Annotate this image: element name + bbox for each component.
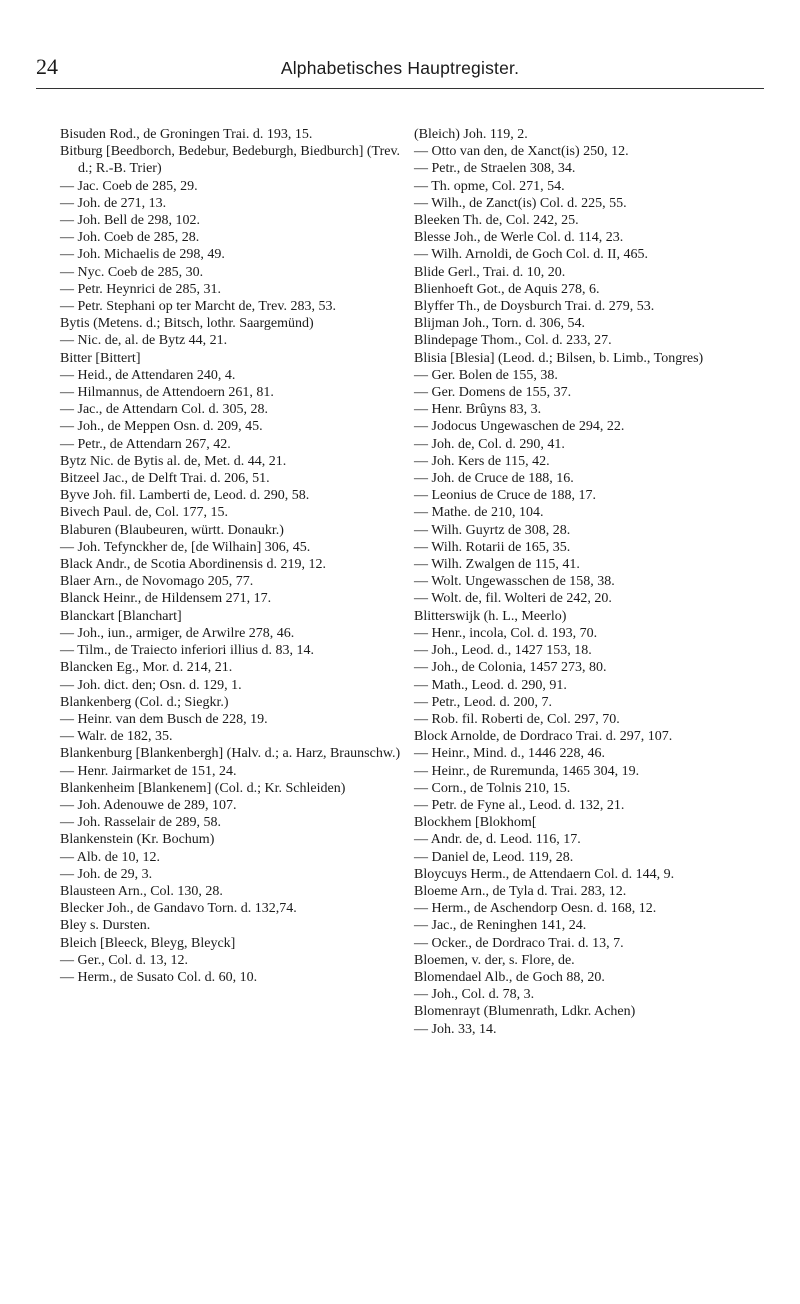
- index-entry: Blomenrayt (Blumenrath, Ldkr. Achen): [414, 1004, 636, 1020]
- index-entry: — Ger., Col. d. 13, 12.: [60, 952, 188, 968]
- index-entry: Blomendael Alb., de Goch 88, 20.: [414, 969, 605, 985]
- index-entry: Bloeme Arn., de Tyla d. Trai. 283, 12.: [414, 883, 627, 899]
- index-entry: Blitterswijk (h. L., Meerlo): [414, 608, 567, 624]
- index-entry: — Nic. de, al. de Bytz 44, 21.: [60, 333, 228, 349]
- index-entry: — Henr., incola, Col. d. 193, 70.: [414, 625, 598, 641]
- index-entry: — Nyc. Coeb de 285, 30.: [60, 264, 204, 280]
- index-entry: Bitzeel Jac., de Delft Trai. d. 206, 51.: [60, 471, 270, 487]
- index-entry: — Heid., de Attendaren 240, 4.: [60, 367, 236, 383]
- index-entry: — Jac., de Reninghen 141, 24.: [414, 918, 587, 934]
- index-entry: Bleeken Th. de, Col. 242, 25.: [414, 213, 579, 229]
- index-entry: — Joh. de, Col. d. 290, 41.: [414, 436, 565, 452]
- index-entry: — Heinr., Mind. d., 1446 228, 46.: [414, 746, 605, 762]
- index-entry: — Th. opme, Col. 271, 54.: [414, 178, 565, 194]
- index-entry: Blankenberg (Col. d.; Siegkr.): [60, 694, 229, 710]
- index-entry: — Leonius de Cruce de 188, 17.: [414, 488, 596, 504]
- index-entry: — Petr., Leod. d. 200, 7.: [414, 694, 553, 710]
- index-entry: Byve Joh. fil. Lamberti de, Leod. d. 290, 58.: [60, 488, 310, 504]
- index-entry: Blisia [Blesia] (Leod. d.; Bilsen, b. Limb., Tongres): [414, 350, 704, 366]
- index-entry: Blockhem [Blokhom[: [414, 815, 537, 831]
- index-entry: Bloycuys Herm., de Attendaern Col. d. 144, 9.: [414, 866, 675, 882]
- index-entry: — Petr., de Attendarn 267, 42.: [60, 436, 231, 452]
- index-entry: — Joh., Col. d. 78, 3.: [414, 987, 535, 1003]
- index-entry: Bivech Paul. de, Col. 177, 15.: [60, 505, 228, 521]
- index-entry: Bitter [Bittert]: [60, 350, 141, 366]
- index-entry: — Ger. Bolen de 155, 38.: [414, 367, 558, 383]
- index-entry: — Heinr. van dem Busch de 228, 19.: [60, 711, 268, 727]
- index-entry: — Herm., de Susato Col. d. 60, 10.: [60, 969, 258, 985]
- index-entry: — Joh. Bell de 298, 102.: [60, 213, 200, 229]
- index-entry: — Joh., de Meppen Osn. d. 209, 45.: [60, 419, 263, 435]
- index-entry: Blanckart [Blanchart]: [60, 608, 182, 624]
- index-entry: — Heinr., de Ruremunda, 1465 304, 19.: [414, 763, 640, 779]
- index-entry: — Wolt. Ungewasschen de 158, 38.: [414, 574, 615, 590]
- index-entry: Blienhoeft Got., de Aquis 278, 6.: [414, 281, 600, 297]
- index-entry: Blankenburg [Blankenbergh] (Halv. d.; a. Harz, Braunschw.): [60, 746, 401, 762]
- page-header: [0, 50, 800, 90]
- index-entry: — Hilmannus, de Attendoern 261, 81.: [60, 385, 274, 401]
- index-entry: — Joh. dict. den; Osn. d. 129, 1.: [60, 677, 242, 693]
- index-entry: — Alb. de 10, 12.: [60, 849, 160, 865]
- header-rule: [36, 88, 764, 89]
- index-entry: — Math., Leod. d. 290, 91.: [414, 677, 567, 693]
- index-entry: Blijman Joh., Torn. d. 306, 54.: [414, 316, 586, 332]
- index-entry: Blankenstein (Kr. Bochum): [60, 832, 215, 848]
- index-entry: — Petr. Stephani op ter Marcht de, Trev. 283, 53.: [60, 299, 336, 315]
- index-entry: — Petr. Heynrici de 285, 31.: [60, 281, 221, 297]
- index-entry: — Jodocus Ungewaschen de 294, 22.: [414, 419, 625, 435]
- index-entry: — Wilh., de Zanct(is) Col. d. 225, 55.: [414, 195, 627, 211]
- index-entry: — Joh., Leod. d., 1427 153, 18.: [414, 643, 592, 659]
- index-entry: Blancken Eg., Mor. d. 214, 21.: [60, 660, 233, 676]
- page-number: 24: [36, 54, 58, 79]
- index-entry: — Joh. Kers de 115, 42.: [414, 453, 550, 469]
- index-entry: (Bleich) Joh. 119, 2.: [414, 127, 528, 142]
- index-entry: — Wilh. Rotarii de 165, 35.: [414, 539, 571, 555]
- index-entry: Blaburen (Blaubeuren, württ. Donaukr.): [60, 522, 284, 538]
- index-entry: — Joh., iun., armiger, de Arwilre 278, 46.: [60, 625, 295, 641]
- index-column-right: [414, 126, 756, 1038]
- index-entry: Block Arnolde, de Dordraco Trai. d. 297, 107.: [414, 729, 673, 745]
- index-entry: — Otto van den, de Xanct(is) 250, 12.: [414, 144, 629, 160]
- index-entry: — Ocker., de Dordraco Trai. d. 13, 7.: [414, 935, 624, 951]
- index-entry: — Wilh. Zwalgen de 115, 41.: [414, 557, 580, 573]
- index-entry: — Wilh. Guyrtz de 308, 28.: [414, 522, 571, 538]
- index-entry: — Andr. de, d. Leod. 116, 17.: [414, 832, 581, 848]
- index-entry: — Joh., de Colonia, 1457 273, 80.: [414, 660, 607, 676]
- index-entry: — Corn., de Tolnis 210, 15.: [414, 780, 571, 796]
- index-entry: Bitburg [Beedborch, Bedebur, Bedeburgh, Biedburch] (Trev. d.; R.-B. Trier): [60, 144, 401, 177]
- index-entry: Blankenheim [Blankenem] (Col. d.; Kr. Schleiden): [60, 780, 346, 796]
- index-entry: — Herm., de Aschendorp Oesn. d. 168, 12.: [414, 901, 657, 917]
- index-entry: — Joh. Rasselair de 289, 58.: [60, 815, 221, 831]
- index-entry: — Joh. Adenouwe de 289, 107.: [60, 797, 237, 813]
- index-entry: Bytis (Metens. d.; Bitsch, lothr. Saargemünd): [60, 316, 314, 332]
- index-column-left: [60, 126, 402, 986]
- index-entry: Blecker Joh., de Gandavo Torn. d. 132,74.: [60, 901, 297, 917]
- index-entry: — Ger. Domens de 155, 37.: [414, 385, 572, 401]
- index-entry: — Wilh. Arnoldi, de Goch Col. d. II, 465.: [414, 247, 649, 263]
- index-entry: — Joh. Michaelis de 298, 49.: [60, 247, 225, 263]
- index-entry: — Jac. Coeb de 285, 29.: [60, 178, 198, 194]
- index-entry: Blausteen Arn., Col. 130, 28.: [60, 883, 223, 899]
- index-entry: — Jac., de Attendarn Col. d. 305, 28.: [60, 402, 269, 418]
- index-entry: — Wolt. de, fil. Wolteri de 242, 20.: [414, 591, 612, 607]
- index-entry: — Joh. Coeb de 285, 28.: [60, 230, 200, 246]
- index-entry: — Petr. de Fyne al., Leod. d. 132, 21.: [414, 797, 625, 813]
- index-entry: — Henr. Jairmarket de 151, 24.: [60, 763, 237, 779]
- index-entry: Blyffer Th., de Doysburch Trai. d. 279, 53.: [414, 299, 655, 315]
- index-entry: Bytz Nic. de Bytis al. de, Met. d. 44, 21.: [60, 453, 287, 469]
- index-entry: — Joh. de 271, 13.: [60, 195, 167, 211]
- index-entry: Bley s. Dursten.: [60, 918, 151, 934]
- index-entry: — Joh. Tefynckher de, [de Wilhain] 306, 45.: [60, 539, 311, 555]
- index-entry: — Joh. de Cruce de 188, 16.: [414, 471, 574, 487]
- index-entry: — Tilm., de Traiecto inferiori illius d. 83, 14.: [60, 643, 314, 659]
- index-entry: — Walr. de 182, 35.: [60, 729, 173, 745]
- index-entry: Blindepage Thom., Col. d. 233, 27.: [414, 333, 612, 349]
- index-entry: Blaer Arn., de Novomago 205, 77.: [60, 574, 254, 590]
- index-entry: — Henr. Brûyns 83, 3.: [414, 402, 542, 418]
- index-entry: Bleich [Bleeck, Bleyg, Bleyck]: [60, 935, 236, 951]
- index-entry: Blide Gerl., Trai. d. 10, 20.: [414, 264, 566, 280]
- index-entry: Bloemen, v. der, s. Flore, de.: [414, 952, 575, 968]
- index-entry: — Petr., de Straelen 308, 34.: [414, 161, 576, 177]
- index-entry: — Rob. fil. Roberti de, Col. 297, 70.: [414, 711, 620, 727]
- index-entry: — Mathe. de 210, 104.: [414, 505, 544, 521]
- running-title: Alphabetisches Hauptregister.: [280, 58, 520, 78]
- index-entry: Bisuden Rod., de Groningen Trai. d. 193, 15.: [60, 127, 313, 142]
- index-entry: — Joh. 33, 14.: [414, 1021, 497, 1037]
- index-entry: Blanck Heinr., de Hildensem 271, 17.: [60, 591, 272, 607]
- index-entry: — Joh. de 29, 3.: [60, 866, 153, 882]
- index-entry: — Daniel de, Leod. 119, 28.: [414, 849, 574, 865]
- index-entry: Black Andr., de Scotia Abordinensis d. 219, 12.: [60, 557, 326, 573]
- index-entry: Blesse Joh., de Werle Col. d. 114, 23.: [414, 230, 624, 246]
